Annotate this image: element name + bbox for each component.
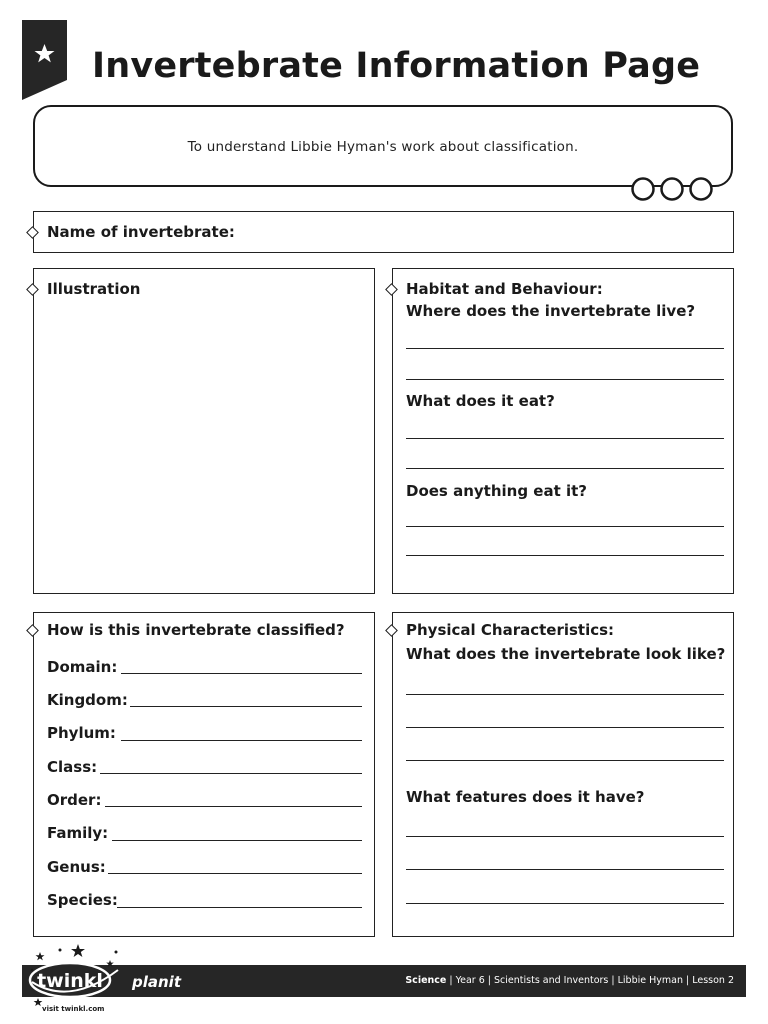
rank-label-domain: Domain:	[47, 658, 118, 676]
answer-line[interactable]	[406, 348, 724, 349]
habitat-question-eat: What does it eat?	[406, 392, 555, 410]
physical-question-features: What features does it have?	[406, 788, 645, 806]
page-title: Invertebrate Information Page	[92, 46, 701, 86]
rank-line-species[interactable]	[117, 907, 362, 908]
rank-line-class[interactable]	[100, 773, 362, 774]
illustration-label: Illustration	[47, 280, 141, 298]
footer-details	[405, 975, 734, 986]
answer-line[interactable]	[406, 694, 724, 695]
answer-line[interactable]	[406, 903, 724, 904]
rank-label-genus: Genus:	[47, 858, 106, 876]
rank-label-species: Species:	[47, 891, 118, 909]
classification-heading: How is this invertebrate classified?	[47, 621, 345, 639]
rank-label-phylum: Phylum:	[47, 724, 116, 742]
habitat-heading: Habitat and Behaviour:	[406, 280, 603, 298]
physical-question-look: What does the invertebrate look like?	[406, 645, 726, 663]
habitat-question-live: Where does the invertebrate live?	[406, 302, 696, 320]
answer-line[interactable]	[406, 438, 724, 439]
rank-line-phylum[interactable]	[121, 740, 362, 741]
answer-line[interactable]	[406, 727, 724, 728]
logo-wordmark: twinkl	[37, 970, 103, 992]
answer-line[interactable]	[406, 555, 724, 556]
rank-line-kingdom[interactable]	[130, 706, 362, 707]
name-label: Name of invertebrate:	[47, 223, 235, 241]
rank-label-kingdom: Kingdom:	[47, 691, 128, 709]
habitat-question-predators: Does anything eat it?	[406, 482, 587, 500]
visit-url: visit twinkl.com	[42, 1005, 105, 1013]
answer-line[interactable]	[406, 468, 724, 469]
answer-line[interactable]	[406, 869, 724, 870]
answer-line[interactable]	[406, 526, 724, 527]
star-bookmark-icon	[22, 20, 67, 100]
rank-line-domain[interactable]	[121, 673, 362, 674]
rank-label-class: Class:	[47, 758, 98, 776]
three-circles-icon	[630, 176, 714, 202]
rank-line-family[interactable]	[112, 840, 362, 841]
footer-lesson-info: | Year 6 | Scientists and Inventors | Libbie Hyman | Lesson 2	[446, 975, 734, 986]
rank-label-order: Order:	[47, 791, 102, 809]
objective-text: To understand Libbie Hyman's work about classification.	[187, 139, 579, 155]
rank-label-family: Family:	[47, 824, 109, 842]
illustration-box[interactable]	[33, 268, 375, 594]
answer-line[interactable]	[406, 836, 724, 837]
physical-heading: Physical Characteristics:	[406, 621, 615, 639]
twinkl-logo	[26, 940, 186, 1012]
rank-line-genus[interactable]	[108, 873, 362, 874]
answer-line[interactable]	[406, 379, 724, 380]
footer-subject: Science	[405, 975, 447, 986]
answer-line[interactable]	[406, 760, 724, 761]
planit-wordmark: planit	[132, 973, 181, 991]
rank-line-order[interactable]	[105, 806, 362, 807]
